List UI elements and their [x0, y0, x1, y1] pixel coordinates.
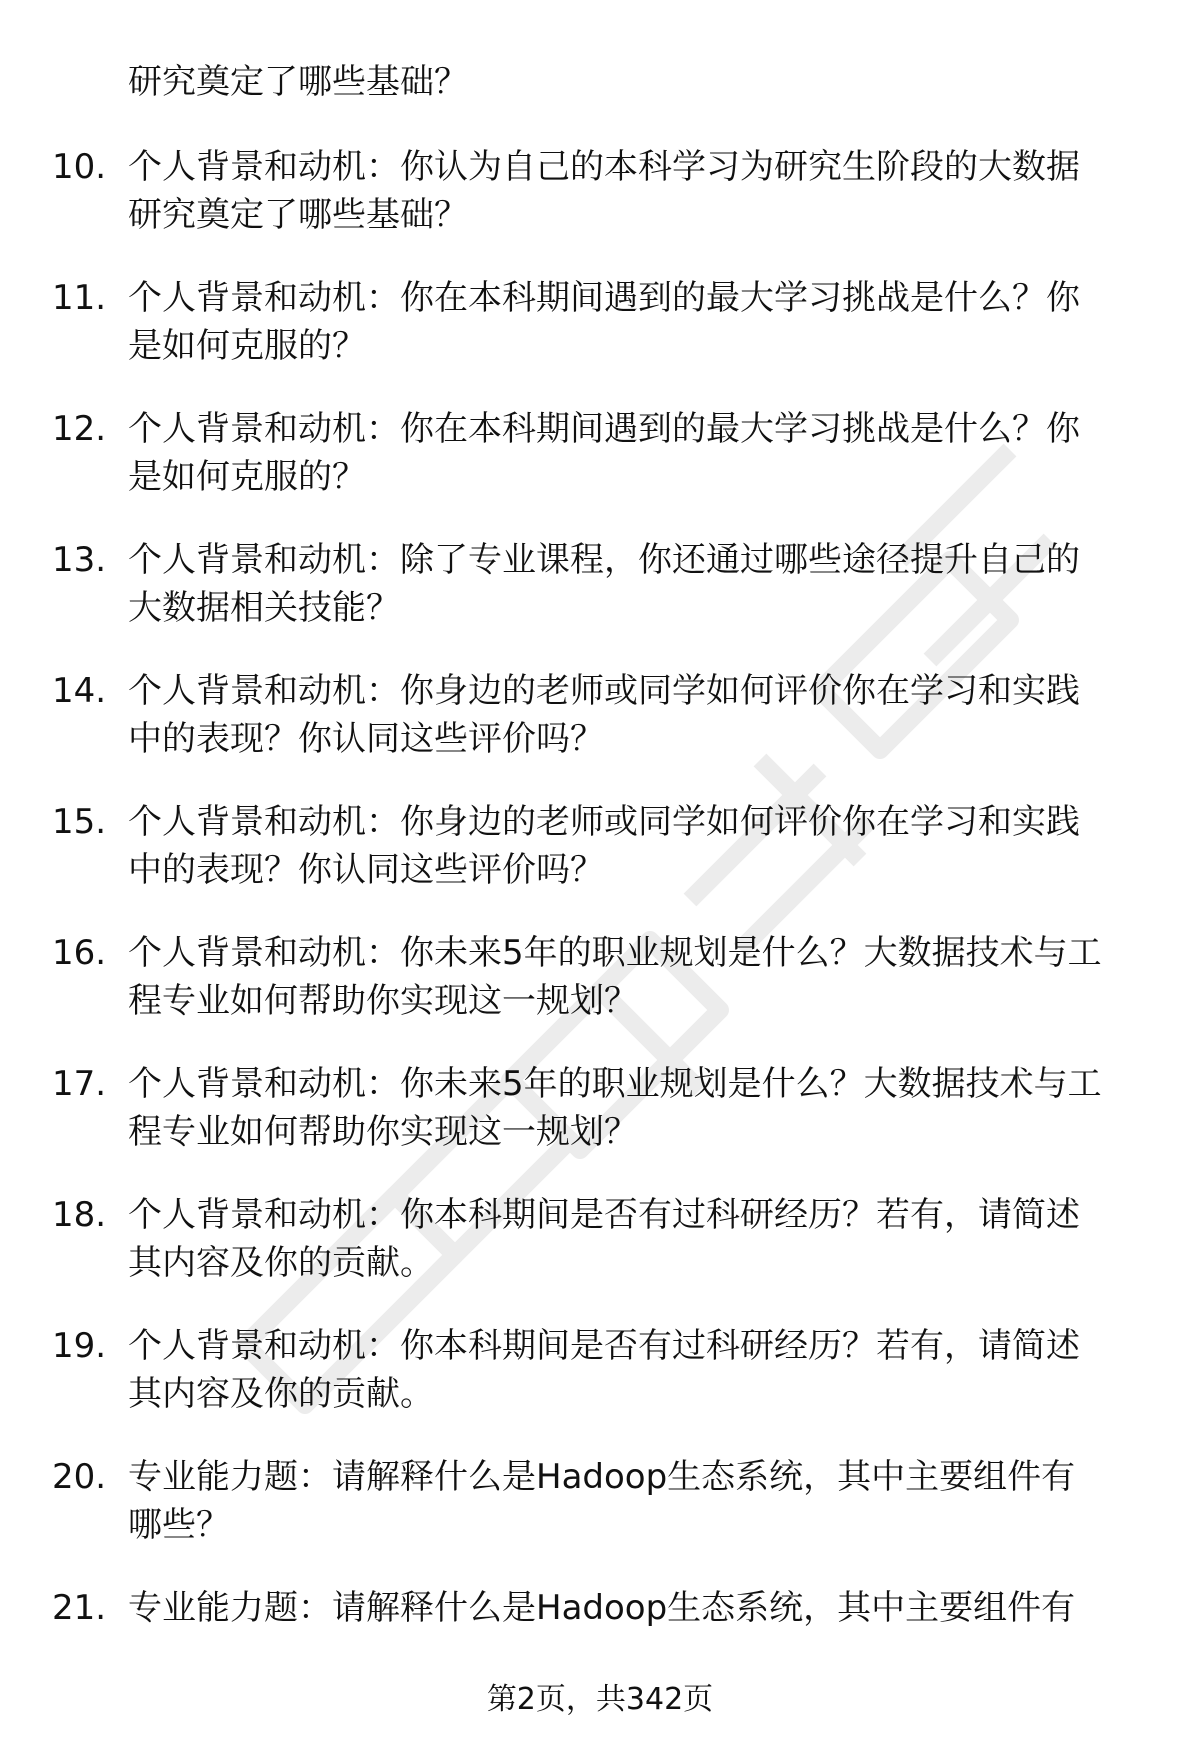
question-number: 19. [52, 1326, 107, 1366]
question-number: 21. [52, 1588, 107, 1628]
question-number: 14. [52, 671, 107, 711]
question-text-line: 其内容及你的贡献。 [128, 1243, 434, 1283]
question-text-line: 程专业如何帮助你实现这一规划？ [128, 981, 638, 1021]
continuation-line: 研究奠定了哪些基础？ [128, 62, 468, 102]
question-number: 18. [52, 1195, 107, 1235]
question-item [0, 143, 1200, 274]
question-number: 13. [52, 540, 107, 580]
question-number: 12. [52, 409, 107, 449]
question-text-line: 个人背景和动机：你在本科期间遇到的最大学习挑战是什么？你 [128, 409, 1080, 449]
question-item [0, 1060, 1200, 1191]
question-number: 11. [52, 278, 107, 318]
question-text-line: 个人背景和动机：你身边的老师或同学如何评价你在学习和实践 [128, 671, 1080, 711]
question-list [0, 143, 1200, 1715]
question-item [0, 405, 1200, 536]
question-item [0, 667, 1200, 798]
question-text-line: 其内容及你的贡献。 [128, 1374, 434, 1414]
question-item [0, 1453, 1200, 1584]
question-item [0, 798, 1200, 929]
question-item [0, 929, 1200, 1060]
question-text-line: 个人背景和动机：你在本科期间遇到的最大学习挑战是什么？你 [128, 278, 1080, 318]
question-text-line: 个人背景和动机：你本科期间是否有过科研经历？若有，请简述 [128, 1326, 1080, 1366]
question-number: 16. [52, 933, 107, 973]
question-text-line: 专业能力题：请解释什么是Hadoop生态系统，其中主要组件有 [128, 1457, 1076, 1497]
question-text-line: 大数据相关技能？ [128, 588, 400, 628]
question-text-line: 个人背景和动机：除了专业课程，你还通过哪些途径提升自己的 [128, 540, 1080, 580]
question-number: 15. [52, 802, 107, 842]
question-text-line: 中的表现？你认同这些评价吗？ [128, 719, 604, 759]
question-text-line: 中的表现？你认同这些评价吗？ [128, 850, 604, 890]
question-text-line: 个人背景和动机：你身边的老师或同学如何评价你在学习和实践 [128, 802, 1080, 842]
question-text-line: 是如何克服的？ [128, 326, 366, 366]
question-text-line: 个人背景和动机：你认为自己的本科学习为研究生阶段的大数据 [128, 147, 1080, 187]
question-item [0, 1191, 1200, 1322]
question-number: 10. [52, 147, 107, 187]
question-number: 17. [52, 1064, 107, 1104]
question-item [0, 1322, 1200, 1453]
question-item [0, 536, 1200, 667]
question-text-line: 个人背景和动机：你未来5年的职业规划是什么？大数据技术与工 [128, 1064, 1102, 1104]
question-text-line: 个人背景和动机：你本科期间是否有过科研经历？若有，请简述 [128, 1195, 1080, 1235]
question-text-line: 个人背景和动机：你未来5年的职业规划是什么？大数据技术与工 [128, 933, 1102, 973]
question-text-line: 程专业如何帮助你实现这一规划？ [128, 1112, 638, 1152]
question-number: 20. [52, 1457, 107, 1497]
page-number-footer: 第2页，共342页 [486, 1682, 714, 1717]
question-item [0, 274, 1200, 405]
question-text-line: 专业能力题：请解释什么是Hadoop生态系统，其中主要组件有 [128, 1588, 1076, 1628]
question-text-line: 研究奠定了哪些基础？ [128, 195, 468, 235]
question-text-line: 是如何克服的？ [128, 457, 366, 497]
question-text-line: 哪些？ [128, 1505, 230, 1545]
